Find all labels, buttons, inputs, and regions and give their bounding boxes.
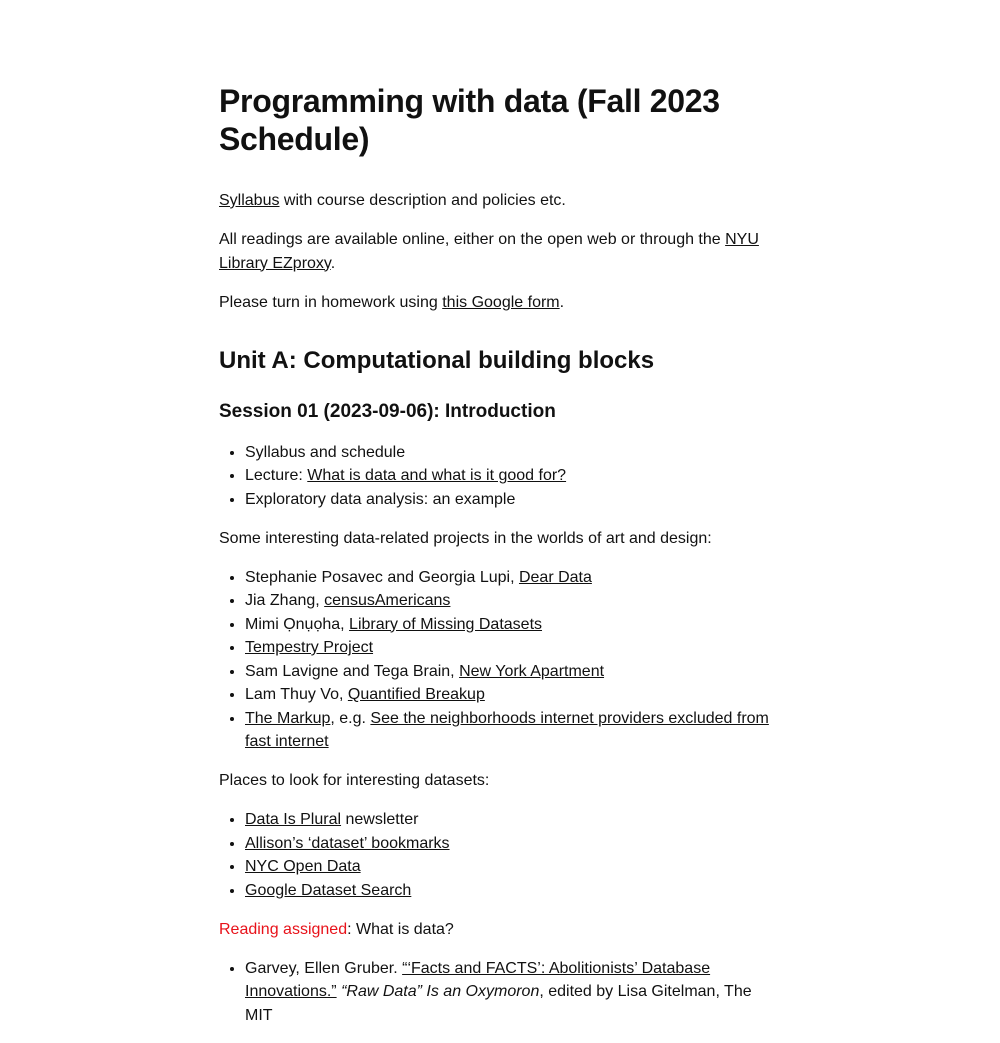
list-item bbox=[245, 879, 771, 903]
text: . bbox=[559, 293, 565, 311]
text: Lam Thuy Vo, bbox=[245, 686, 348, 703]
list-item bbox=[245, 613, 771, 637]
google-form-link[interactable]: this Google form bbox=[442, 293, 560, 311]
dataset-link[interactable]: Data Is Plural bbox=[245, 811, 342, 828]
list-item bbox=[245, 660, 771, 684]
projects-list bbox=[219, 566, 771, 754]
dataset-link[interactable]: NYC Open Data bbox=[245, 858, 361, 875]
datasets-list bbox=[219, 808, 771, 902]
list-item bbox=[245, 832, 771, 856]
text: All readings are available online, either on the open web or through the bbox=[219, 231, 726, 248]
text: Please turn in homework using bbox=[219, 293, 443, 311]
list-item: • Exploratory data analysis: an example bbox=[245, 488, 771, 512]
unit-a-heading: Unit A: Computational building blocks bbox=[219, 346, 655, 374]
text: newsletter bbox=[341, 811, 419, 828]
project-link[interactable]: New York Apartment bbox=[459, 662, 605, 680]
list-item: • Syllabus and schedule bbox=[245, 441, 771, 465]
page-title: Programming with data (Fall 2023 Schedule) bbox=[219, 83, 720, 157]
text: , e.g. bbox=[330, 709, 371, 727]
markup-article-link[interactable]: See the neighborhoods internet providers excluded from fast internet bbox=[245, 709, 769, 750]
project-link[interactable]: censusAmericans bbox=[324, 592, 451, 609]
reading-assigned-label: Reading assigned bbox=[219, 920, 348, 938]
readings-paragraph bbox=[219, 228, 771, 275]
syllabus-paragraph bbox=[219, 189, 771, 213]
text: , edited by Lisa Gitelman, The MIT bbox=[245, 983, 752, 1024]
text: Garvey, Ellen Gruber. bbox=[245, 959, 403, 977]
homework-paragraph bbox=[219, 291, 771, 315]
list-item bbox=[245, 566, 771, 590]
session-01-heading: Session 01 (2023-09-06): Introduction bbox=[219, 400, 556, 422]
text: . bbox=[330, 254, 336, 272]
syllabus-link[interactable]: Syllabus bbox=[219, 192, 280, 209]
session-01-list bbox=[219, 441, 771, 512]
text: with course description and policies etc. bbox=[279, 192, 566, 209]
project-link[interactable]: Tempestry Project bbox=[245, 639, 374, 656]
text: Sam Lavigne and Tega Brain, bbox=[245, 662, 460, 680]
readings-list bbox=[219, 957, 771, 1028]
text: : What is data? bbox=[347, 920, 454, 938]
text: Stephanie Posavec and Georgia Lupi, bbox=[245, 568, 519, 586]
list-item bbox=[245, 589, 771, 613]
projects-intro: Some interesting data-related projects in the worlds of art and design: bbox=[219, 529, 712, 547]
ezproxy-link[interactable]: NYU Library EZproxy bbox=[219, 231, 759, 272]
text: Jia Zhang, bbox=[245, 592, 325, 609]
text: Mimi Ọnụọha, bbox=[245, 615, 350, 633]
list-item bbox=[245, 707, 771, 754]
reading-link[interactable]: “‘Facts and FACTS’: Abolitionists’ Database Innovations.” bbox=[245, 959, 711, 1000]
list-item bbox=[245, 636, 771, 660]
lecture-link[interactable]: What is data and what is it good for? bbox=[307, 467, 567, 484]
list-item bbox=[245, 855, 771, 879]
project-link[interactable]: Dear Data bbox=[518, 568, 592, 586]
dataset-link[interactable]: Google Dataset Search bbox=[245, 881, 412, 899]
project-link[interactable]: Library of Missing Datasets bbox=[349, 615, 543, 633]
markup-link[interactable]: The Markup bbox=[245, 709, 331, 727]
list-item bbox=[245, 683, 771, 707]
main-content bbox=[219, 82, 771, 1043]
text: Lecture: bbox=[245, 467, 308, 484]
list-item bbox=[245, 957, 771, 1028]
datasets-intro: Places to look for interesting datasets: bbox=[219, 772, 490, 789]
project-link[interactable]: Quantified Breakup bbox=[347, 686, 485, 703]
reading-assigned bbox=[219, 918, 771, 942]
dataset-link[interactable]: Allison’s ‘dataset’ bookmarks bbox=[245, 834, 450, 852]
book-title: “Raw Data” Is an Oxymoron bbox=[341, 983, 540, 1000]
list-item bbox=[245, 464, 771, 488]
list-item bbox=[245, 808, 771, 832]
